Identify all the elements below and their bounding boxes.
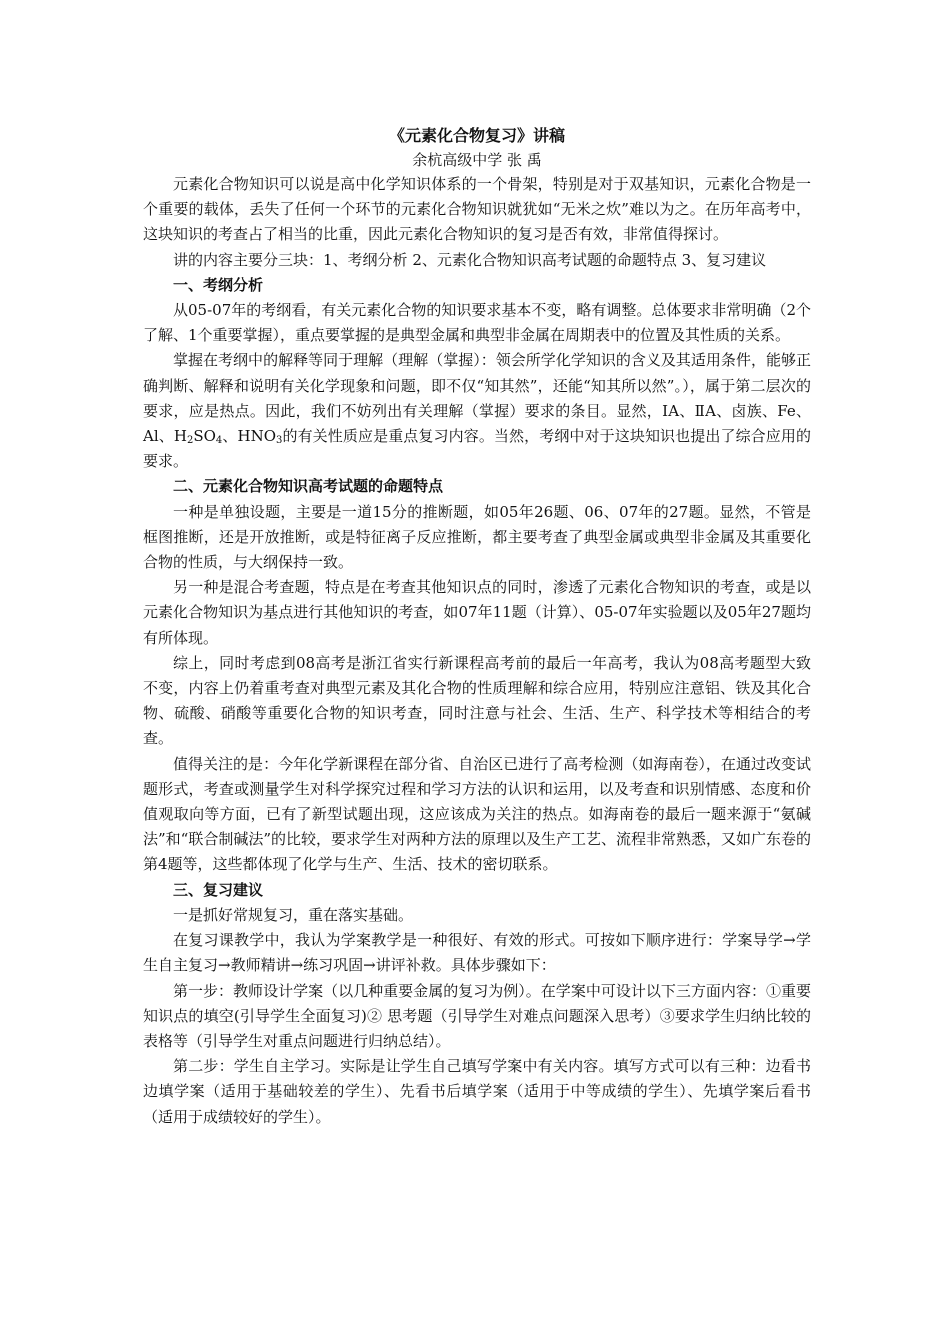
formula-nitric-acid: $HNO_3$ (237, 427, 283, 447)
document-title: 《元素化合物复习》讲稿 (388, 126, 565, 145)
section2-paragraph-1: 一种是单独设题，主要是一道15分的推断题，如05年26题、06、07年的27题。显然，不管是框图推断，还是开放推断，或是特征离子反应推断，都主要考查了典型金属或典型非金属及其重要化合物的性质，与大纲保持一致。 (143, 502, 811, 572)
section-heading-1: 一、考纲分析 (173, 275, 264, 294)
section1-paragraph-2: 掌握在考纲中的解释等同于理解（理解（掌握）：领会所学化学知识的含义及其适用条件，能够正确判断、解释和说明有关化学现象和问题，即不仅“知其然”，还能“知其所以然”。），属于第二层次的要求，应是热点。因此，我们不妨列出有关理解（掌握）要求的条目。显然，ⅠA、ⅡA、卤族、Fe、Al、$H_2SO_4$、$HNO_3$的有关性质应是重点复习内容。当然，考纲中对于这块知识也提出了综合应用的要求。 (143, 351, 811, 471)
section1-paragraph-2-text: 掌握在考纲中的解释等同于理解（理解（掌握）：领会所学化学知识的含义及其适用条件，能够正确判断、解释和说明有关化学现象和问题，即不仅“知其然”，还能“知其所以然”。），属于第二层次的要求，应是热点。因此，我们不妨列出有关理解（掌握）要求的条目。显然，ⅠA、ⅡA、卤族、Fe、Al、 (143, 351, 811, 446)
section1-paragraph-2-tail: 的有关性质应是重点复习内容。当然，考纲中对于这块知识也提出了综合应用的要求。 (143, 427, 811, 471)
section3-paragraph-2: 在复习课教学中，我认为学案教学是一种很好、有效的形式。可按如下顺序进行：学案导学→学生自主复习→教师精讲→练习巩固→讲评补救。具体步骤如下： (143, 931, 811, 975)
formula-sulfuric-acid: $H_2SO_4$ (173, 427, 223, 447)
section2-paragraph-2: 另一种是混合考查题，特点是在考查其他知识点的同时，渗透了元素化合物知识的考查，或是以元素化合物知识为基点进行其他知识的考查，如07年11题（计算）、05-07年实验题以及05年27题均有所体现。 (143, 578, 811, 647)
section1-paragraph-1: 从05-07年的考纲看，有关元素化合物的知识要求基本不变，略有调整。总体要求非常明确（2个了解、1个重要掌握），重点要掌握的是典型金属和典型非金属在周期表中的位置及其性质的关系。 (143, 301, 811, 345)
section3-paragraph-4: 第二步：学生自主学习。实际是让学生自己填写学案中有关内容。填写方式可以有三种：边看书边填学案（适用于基础较差的学生）、先看书后填学案（适用于中等成绩的学生）、先填学案后看书（适用于成绩较好的学生）。 (143, 1057, 811, 1126)
section2-paragraph-4: 值得关注的是：今年化学新课程在部分省、自治区已进行了高考检测（如海南卷），在通过改变试题形式，考查或测量学生对科学探究过程和学习方法的认识和运用，以及考查和识别情感、态度和价值观取向等方面，已有了新型试题出现，这应该成为关注的热点。如海南卷的最后一题来源于“氨碱法”和“联合制碱法”的比较，要求学生对两种方法的原理以及生产工艺、流程非常熟悉，又如广东卷的第4题等，这些都体现了化学与生产、生活、技术的密切联系。 (143, 754, 812, 874)
section-heading-2: 二、元素化合物知识高考试题的命题特点 (173, 477, 444, 496)
section3-paragraph-3: 第一步：教师设计学案（以几种重要金属的复习为例）。在学案中可设计以下三方面内容：①重要知识点的填空(引导学生全面复习)② 思考题（引导学生对难点问题深入思考）③要求学生归纳比较的表格等（引导学生对重点问题进行归纳总结）。 (143, 981, 811, 1050)
intro-paragraph-2: 讲的内容主要分三块：1、考纲分析 2、元素化合物知识高考试题的命题特点 3、复习建议 (173, 250, 767, 269)
intro-paragraph-1: 元素化合物知识可以说是高中化学知识体系的一个骨架，特别是对于双基知识，元素化合物是一个重要的载体，丢失了任何一个环节的元素化合物知识就犹如“无米之炊”难以为之。在历年高考中，这块知识的考查占了相当的比重，因此元素化合物知识的复习是否有效，非常值得探讨。 (143, 175, 811, 244)
section2-paragraph-3: 综上，同时考虑到08高考是浙江省实行新课程高考前的最后一年高考，我认为08高考题型大致不变，内容上仍着重考查对典型元素及其化合物的性质理解和综合应用，特别应注意铝、铁及其化合物、硫酸、硝酸等重要化合物的知识考查，同时注意与社会、生活、生产、科学技术等相结合的考查。 (143, 653, 811, 748)
section-heading-3: 三、复习建议 (173, 880, 264, 899)
document-byline: 余杭高级中学 张 禹 (412, 151, 542, 169)
section3-paragraph-1: 一是抓好常规复习，重在落实基础。 (173, 905, 414, 924)
document-body (143, 124, 811, 1130)
